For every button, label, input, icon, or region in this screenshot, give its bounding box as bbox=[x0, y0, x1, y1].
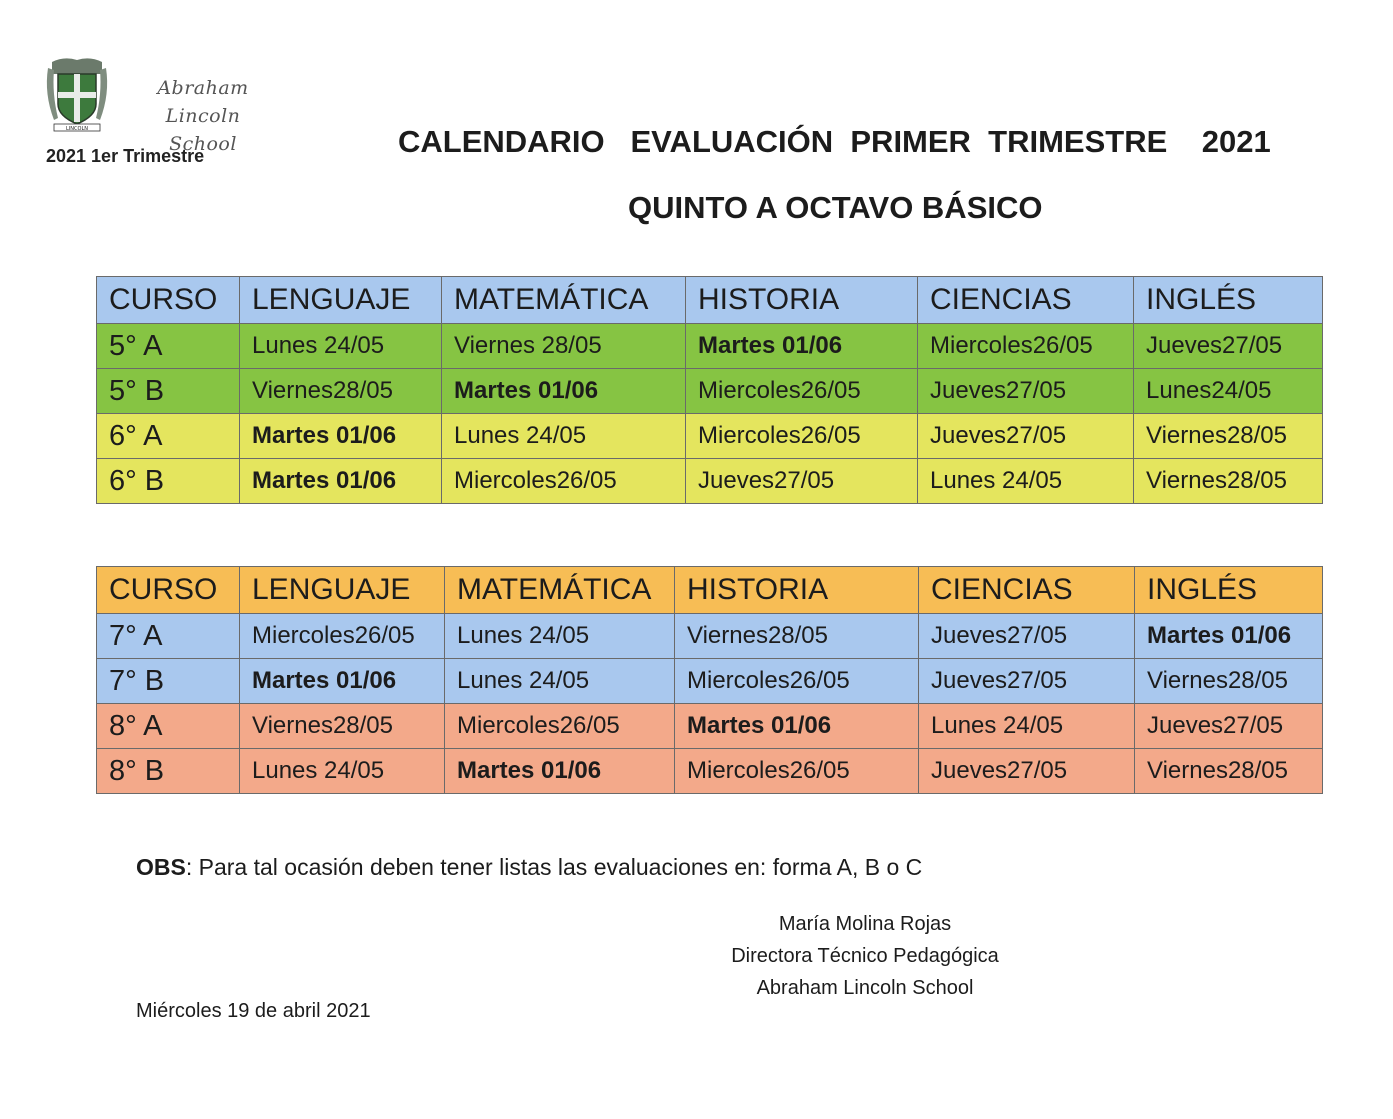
term-label: 2021 1er Trimestre bbox=[46, 146, 205, 166]
table-cell: Lunes 24/05 bbox=[240, 749, 445, 794]
course-cell: 6° A bbox=[97, 414, 240, 459]
signature-name: María Molina Rojas bbox=[778, 913, 952, 935]
table-header-row bbox=[97, 277, 1323, 324]
course-cell: 8° A bbox=[97, 704, 240, 749]
table-cell: Martes 01/06 bbox=[240, 459, 442, 504]
header-cell-ciencias: CIENCIAS bbox=[918, 277, 1134, 324]
signature-block bbox=[700, 908, 1030, 1004]
table-cell: Martes 01/06 bbox=[240, 414, 442, 459]
table-cell: Martes 01/06 bbox=[240, 659, 445, 704]
table-cell: Jueves27/05 bbox=[686, 459, 918, 504]
table-cell: Lunes24/05 bbox=[1134, 369, 1323, 414]
header-cell-matematica: MATEMÁTICA bbox=[442, 277, 686, 324]
table-cell: Lunes 24/05 bbox=[442, 414, 686, 459]
table-cell: Miercoles26/05 bbox=[686, 414, 918, 459]
table-row bbox=[97, 659, 1323, 704]
table-cell: Miercoles26/05 bbox=[240, 614, 445, 659]
table-cell: Lunes 24/05 bbox=[918, 459, 1134, 504]
table-cell: Viernes28/05 bbox=[1135, 749, 1323, 794]
table-row bbox=[97, 749, 1323, 794]
table-cell: Lunes 24/05 bbox=[919, 704, 1135, 749]
table-cell: Martes 01/06 bbox=[675, 704, 919, 749]
table-row bbox=[97, 414, 1323, 459]
table-row bbox=[97, 704, 1323, 749]
table-cell: Jueves27/05 bbox=[1135, 704, 1323, 749]
table-cell: Miercoles26/05 bbox=[918, 324, 1134, 369]
observation-text: : Para tal ocasión deben tener listas las evaluaciones en: forma A, B o C bbox=[185, 854, 923, 880]
course-cell: 6° B bbox=[97, 459, 240, 504]
header-cell-ingles: INGLÉS bbox=[1135, 567, 1323, 614]
school-name-line2: School bbox=[169, 133, 237, 155]
table-cell: Martes 01/06 bbox=[445, 749, 675, 794]
table-cell: Viernes28/05 bbox=[240, 704, 445, 749]
table-row bbox=[97, 614, 1323, 659]
table-cell: Miercoles26/05 bbox=[675, 659, 919, 704]
header-cell-matematica: MATEMÁTICA bbox=[445, 567, 675, 614]
table-cell: Jueves27/05 bbox=[919, 614, 1135, 659]
table-cell: Jueves27/05 bbox=[919, 659, 1135, 704]
table-cell: Jueves27/05 bbox=[918, 414, 1134, 459]
page-title: CALENDARIO EVALUACIÓN PRIMER TRIMESTRE 2021 bbox=[398, 124, 1271, 159]
header-cell-lenguaje: LENGUAJE bbox=[240, 277, 442, 324]
course-cell: 8° B bbox=[97, 749, 240, 794]
header-cell-historia: HISTORIA bbox=[675, 567, 919, 614]
table-cell: Martes 01/06 bbox=[442, 369, 686, 414]
table-cell: Viernes 28/05 bbox=[442, 324, 686, 369]
header-cell-curso: CURSO bbox=[97, 277, 240, 324]
table-row bbox=[97, 324, 1323, 369]
document-date: Miércoles 19 de abril 2021 bbox=[136, 1000, 371, 1022]
table-cell: Jueves27/05 bbox=[918, 369, 1134, 414]
table-cell: Jueves27/05 bbox=[919, 749, 1135, 794]
table-cell: Lunes 24/05 bbox=[445, 614, 675, 659]
table-cell: Lunes 24/05 bbox=[445, 659, 675, 704]
header-cell-ciencias: CIENCIAS bbox=[919, 567, 1135, 614]
observation-note bbox=[136, 854, 922, 881]
table-cell: Miercoles26/05 bbox=[675, 749, 919, 794]
header-cell-lenguaje: LENGUAJE bbox=[240, 567, 445, 614]
table-cell: Viernes28/05 bbox=[1134, 414, 1323, 459]
course-cell: 7° B bbox=[97, 659, 240, 704]
table-row bbox=[97, 369, 1323, 414]
svg-text:LINCOLN: LINCOLN bbox=[66, 126, 88, 132]
table-cell: Miercoles26/05 bbox=[686, 369, 918, 414]
observation-label: OBS bbox=[136, 854, 186, 880]
header-cell-curso: CURSO bbox=[97, 567, 240, 614]
table-cell: Jueves27/05 bbox=[1134, 324, 1323, 369]
school-name-line1: Abraham Lincoln bbox=[157, 77, 249, 127]
table-cell: Viernes28/05 bbox=[240, 369, 442, 414]
course-cell: 5° A bbox=[97, 324, 240, 369]
signature-school: Abraham Lincoln School bbox=[756, 977, 974, 999]
schedule-table-5-6 bbox=[96, 276, 1323, 504]
table-cell: Miercoles26/05 bbox=[442, 459, 686, 504]
table-cell: Viernes28/05 bbox=[1135, 659, 1323, 704]
table-cell: Martes 01/06 bbox=[686, 324, 918, 369]
table-cell: Miercoles26/05 bbox=[445, 704, 675, 749]
table-cell: Martes 01/06 bbox=[1135, 614, 1323, 659]
table-cell: Viernes28/05 bbox=[675, 614, 919, 659]
schedule-table-7-8 bbox=[96, 566, 1323, 794]
table-row bbox=[97, 459, 1323, 504]
table-cell: Viernes28/05 bbox=[1134, 459, 1323, 504]
course-cell: 7° A bbox=[97, 614, 240, 659]
school-crest-logo bbox=[44, 54, 110, 132]
signature-role: Directora Técnico Pedagógica bbox=[731, 945, 999, 967]
course-cell: 5° B bbox=[97, 369, 240, 414]
table-cell: Lunes 24/05 bbox=[240, 324, 442, 369]
header-cell-historia: HISTORIA bbox=[686, 277, 918, 324]
header-cell-ingles: INGLÉS bbox=[1134, 277, 1323, 324]
page-subtitle: QUINTO A OCTAVO BÁSICO bbox=[628, 190, 1043, 225]
table-header-row bbox=[97, 567, 1323, 614]
